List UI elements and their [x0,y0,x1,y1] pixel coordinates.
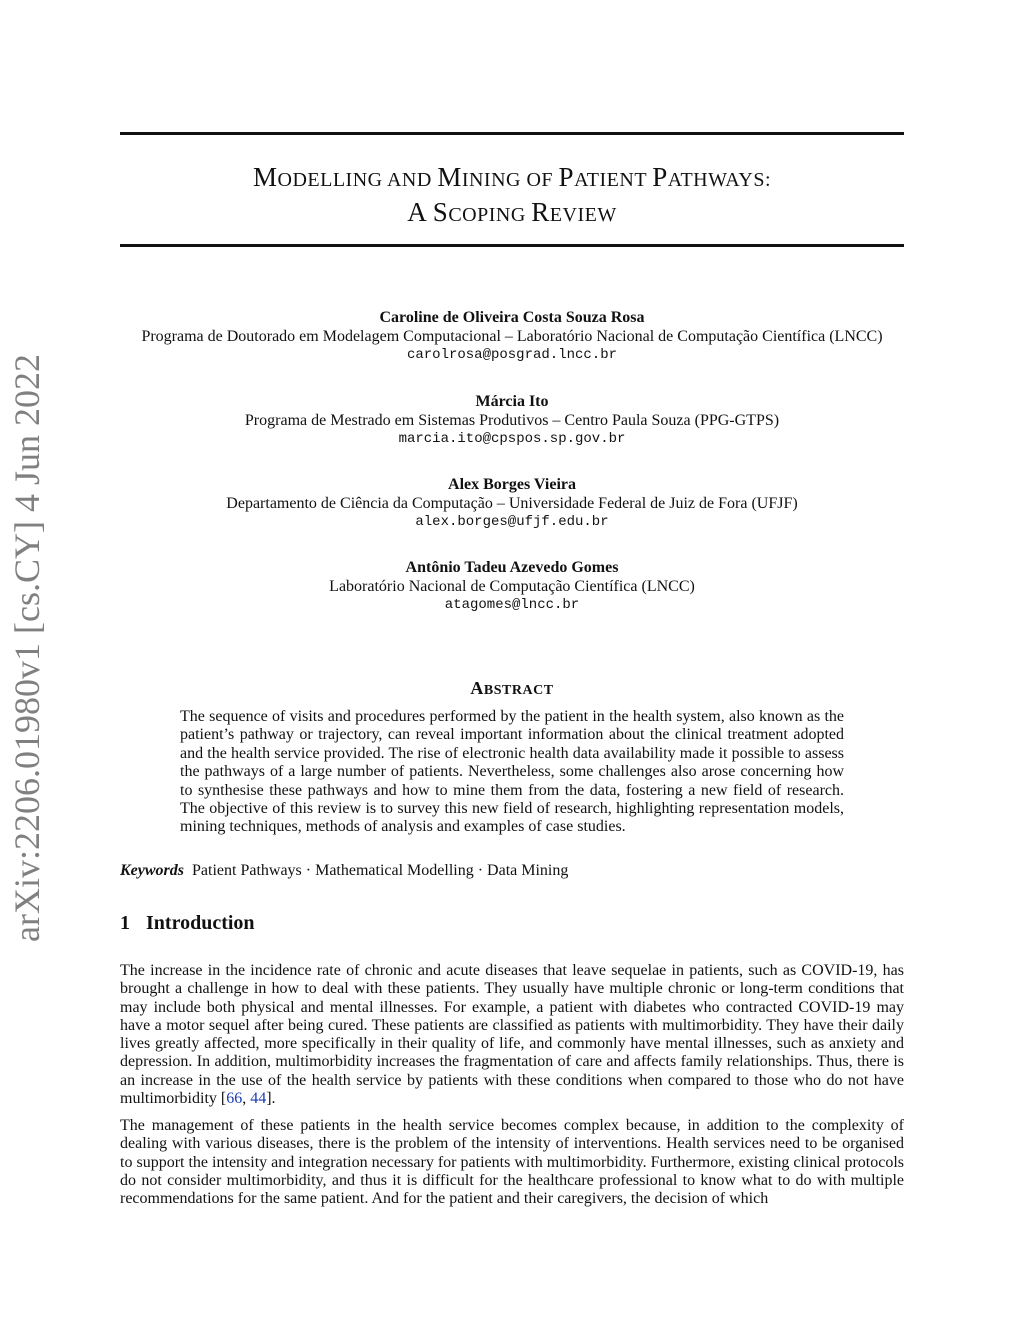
author-email[interactable]: atagomes@lncc.br [444,597,580,613]
author-name: Caroline de Oliveira Costa Souza Rosa [379,309,645,326]
section-title: Introduction [146,912,255,934]
body-paragraph: The management of these patients in the health service becomes complex because, in addition to the complexity of dealing with various diseases, there is the problem of the intensity of interventions. Health services need to be organised to support the intensity and integration necessary for patients with multimorbidity. Furthermore, existing clinical protocols do not consider multimorbidity, and thus it is difficult for the healthcare professional to know what to do with multiple recommendations for the same patient. And for the patient and their caregivers, the decision of which [120,1117,904,1208]
author-affiliation: Programa de Mestrado em Sistemas Produtivos – Centro Paula Souza (PPG-GTPS) [244,412,780,429]
abstract-text: The sequence of visits and procedures performed by the patient in the health system, also known as the patient’s pathway or trajectory, can reveal important information about the clinical treatment adopted and the health service provided. The rise of electronic health data availability made it possible to assess the pathways of a large number of patients. Nevertheless, some challenges also arose concerning how to synthesise these pathways and how to mine them from the data, fostering a new field of research. The objective of this review is to survey this new field of research, highlighting representation models, mining techniques, methods of analysis and examples of case studies. [180,708,844,836]
abstract-heading: ABSTRACT [470,678,554,698]
title-rule-top [120,132,904,135]
citation-link[interactable]: 44 [250,1090,267,1108]
paper-title-line-2: A SCOPING REVIEW [407,197,617,227]
keywords-label: Keywords [120,862,184,879]
author-block [60,475,964,532]
author-block [60,392,964,449]
body-paragraph: The increase in the incidence rate of chronic and acute diseases that leave sequelae in patients, such as COVID-19, has brought a challenge in how to deal with these patients. They usually have multiple chronic or long-term conditions that may include both physical and mental illnesses. For example, a patient with diabetes who contracted COVID-19 may have a motor sequel after being cured. These patients are classified as patients with multimorbidity. They have their daily lives greatly affected, more specifically in their quality of life, and commonly have mental illnesses, such as anxiety and depression. In addition, multimorbidity increases the fragmentation of care and affects family relationships. Thus, there is an increase in the use of the health service by patients with these conditions when compared to those who do not have multimorbidity [66, 44]. [120,962,904,1108]
author-name: Alex Borges Vieira [448,476,576,493]
author-affiliation: Departamento de Ciência da Computação – Universidade Federal de Juiz de Fora (UFJF) [226,495,798,512]
keywords-line [120,862,568,880]
keywords-text: Patient Pathways · Mathematical Modelling · Data Mining [192,862,569,879]
section-number: 1 [120,912,130,934]
author-name: Antônio Tadeu Azevedo Gomes [405,559,619,576]
author-block [60,558,964,615]
section-heading [120,912,255,935]
author-block [60,308,964,365]
author-affiliation: Laboratório Nacional de Computação Científica (LNCC) [329,578,695,595]
title-rule-bottom [120,244,904,247]
paper-title-line-1: MODELLING AND MINING OF PATIENT PATHWAYS: [252,162,772,192]
author-email[interactable]: marcia.ito@cpspos.sp.gov.br [398,431,626,447]
author-name: Márcia Ito [475,393,549,410]
citation-link[interactable]: 66 [226,1090,243,1108]
arxiv-identifier-stamp: arXiv:2206.01980v1 [cs.CY] 4 Jun 2022 [7,354,47,942]
author-email[interactable]: alex.borges@ufjf.edu.br [415,514,609,530]
author-email[interactable]: carolrosa@posgrad.lncc.br [406,347,618,363]
author-affiliation: Programa de Doutorado em Modelagem Computacional – Laboratório Nacional de Computação Científica (LNCC) [141,328,883,345]
